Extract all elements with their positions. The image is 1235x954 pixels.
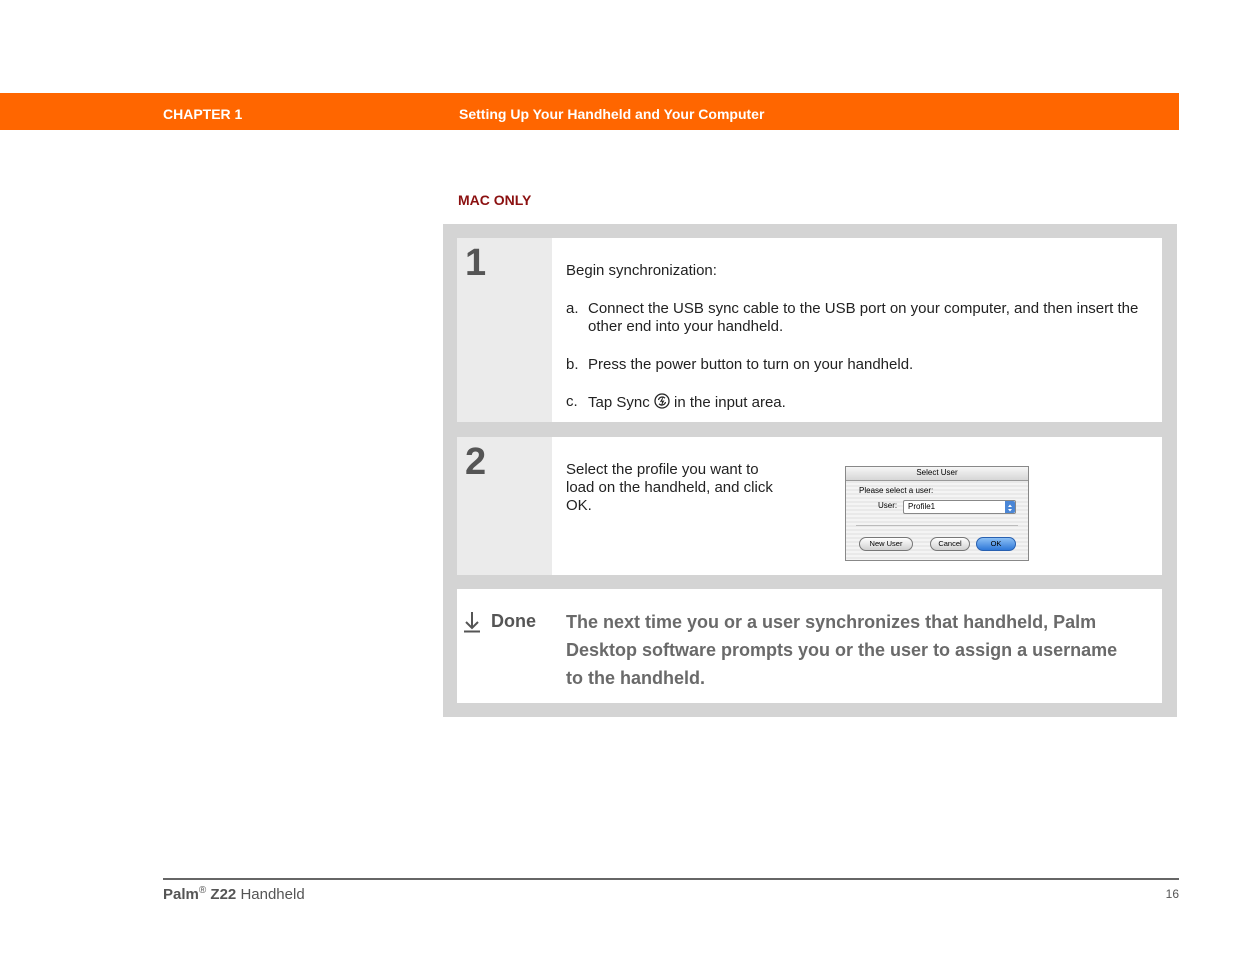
dialog-prompt: Please select a user:: [859, 486, 934, 495]
step-number-column: [457, 238, 552, 422]
item-text: Connect the USB sync cable to the USB port on your computer, and then insert the other end into your handheld.: [588, 300, 1139, 335]
item-letter: b.: [566, 356, 579, 373]
dialog-title: Select User: [916, 468, 958, 477]
item-letter: a.: [566, 300, 579, 317]
user-select: [903, 500, 1016, 514]
footer-divider: [163, 878, 1179, 880]
footer-product: [163, 885, 305, 903]
step-1: [457, 238, 1162, 422]
ok-button: OK: [976, 537, 1016, 551]
user-label: User:: [878, 501, 898, 510]
page-number: 16: [1165, 887, 1179, 901]
sync-icon: [654, 393, 670, 409]
steps-panel: [443, 224, 1177, 717]
select-arrows-icon: [1005, 501, 1015, 513]
chapter-header: [0, 93, 1179, 130]
step-2: [457, 437, 1162, 575]
step-body: [566, 238, 1156, 422]
footer-model: Z22: [210, 886, 237, 903]
done-row: [457, 589, 1162, 703]
cancel-button: Cancel: [930, 537, 970, 551]
chapter-number: CHAPTER 1: [163, 106, 243, 122]
list-item: [566, 393, 1156, 413]
down-arrow-done-icon: [463, 611, 481, 633]
done-column: [457, 589, 552, 703]
item-text: [588, 393, 1148, 412]
done-text: The next time you or a user synchronizes that handheld, Palm Desktop software prompts you or the user to assign a username to the handheld.: [566, 612, 1118, 688]
section-label: MAC ONLY: [458, 192, 532, 208]
user-select-value: Profile1: [908, 502, 936, 511]
footer-brand: Palm: [163, 886, 199, 903]
select-user-dialog-screenshot: [845, 466, 1029, 561]
list-item: [566, 356, 1156, 376]
registered-mark: ®: [198, 885, 207, 896]
step-number: 1: [465, 242, 487, 284]
step-number: 2: [465, 441, 487, 483]
done-label: Done: [491, 611, 536, 631]
dialog-separator: [856, 525, 1018, 526]
step-number-column: [457, 437, 552, 575]
item-text: Press the power button to turn on your handheld.: [588, 356, 914, 373]
step-text: Select the profile you want to load on the handheld, and click OK.: [566, 461, 773, 514]
chapter-title: Setting Up Your Handheld and Your Computer: [459, 106, 765, 122]
input-area-text: in the input area.: [674, 394, 786, 411]
list-item: [566, 300, 1156, 340]
step-intro: Begin synchronization:: [566, 262, 717, 279]
new-user-button: New User: [859, 537, 913, 551]
dialog-titlebar: [846, 467, 1028, 481]
item-letter: c.: [566, 393, 578, 410]
footer-product-name: Handheld: [240, 886, 305, 903]
tap-sync-text: Tap Sync: [588, 394, 650, 411]
